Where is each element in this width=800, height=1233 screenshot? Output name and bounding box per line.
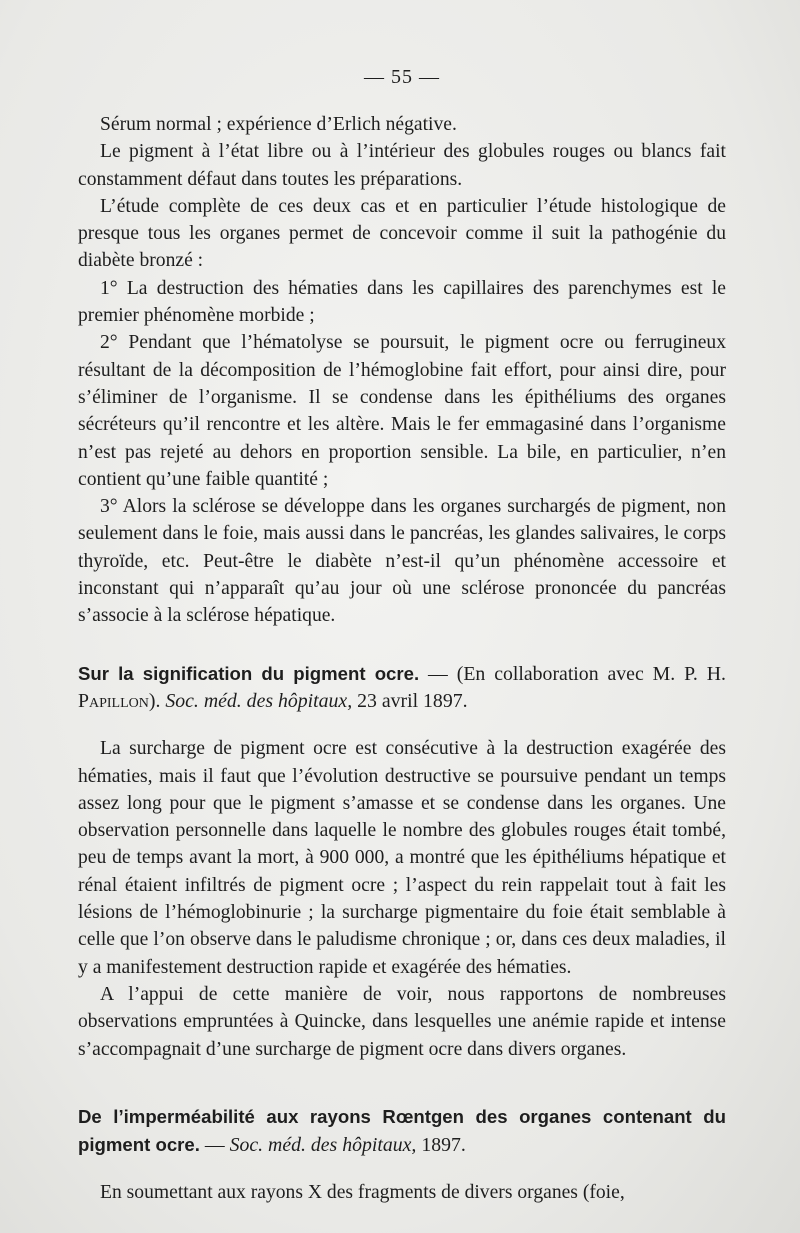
heading-dash: — (199, 1134, 230, 1157)
paragraph: Le pigment à l’état libre ou à l’intérieur des globules rouges ou blancs fait constamment défaut dans toutes les préparations. (78, 141, 726, 190)
heading-punct: ). (148, 689, 166, 712)
paragraph: 1° La destruction des hématies dans les capillaires des parenchymes est le premier phénomène morbide ; (78, 277, 726, 327)
paragraph: En soumettant aux rayons X des fragments de divers organes (foie, (100, 1182, 625, 1204)
section-heading (78, 660, 726, 716)
paragraph: A l’appui de cette manière de voir, nous rapportons de nombreuses observations empruntées à Quincke, dans lesquelles une anémie rapide et intense s’accompagnait d’une surcharge de pigment ocre dans divers organes. (78, 983, 726, 1060)
publication-date: 1897. (416, 1134, 466, 1157)
page-number: — 55 — (364, 66, 440, 88)
heading-title: Sur la signification du pigment ocre. (78, 662, 420, 684)
heading-title: De l’imperméabilité aux rayons Rœntgen des organes contenant du pigment ocre. (78, 1105, 726, 1156)
section-heading (78, 1103, 726, 1160)
paragraph: L’étude complète de ces deux cas et en particulier l’étude histologique de presque tous les organes permet de concevoir comme il suit la pathogénie du diabète bronzé : (78, 195, 726, 272)
paragraph: 2° Pendant que l’hématolyse se poursuit, le pigment ocre ou ferrugineux résultant de la décomposition de l’hémoglobine fait effort, pour ainsi dire, pour s’éliminer de l’organisme. Il se condense dans les épithéliums des organes sécréteurs qu’il rencontre et les altère. Mais le fer emmagasiné dans l’organisme n’est pas rejeté au dehors en proportion sensible. La bile, en particulier, n’en contient qu’une faible quantité ; (78, 332, 726, 490)
author-name: Papillon (78, 689, 149, 712)
paragraph: Sérum normal ; expérience d’Erlich négative. (100, 114, 457, 135)
paragraph: 3° Alors la sclérose se développe dans les organes surchargés de pigment, non seulement dans le foie, mais aussi dans le pancréas, les glandes salivaires, le corps thyroïde, etc. Peut-être le diabète n’est-il qu’un phénomène accessoire et inconstant qui n’apparaît qu’au jour où une sclérose prononcée du pancréas s’associe à la sclérose hépatique. (78, 496, 726, 627)
journal-name: Soc. méd. des hôpitaux, (165, 689, 353, 712)
publication-date: 23 avril 1897. (352, 689, 468, 712)
paragraph: La surcharge de pigment ocre est consécutive à la destruction exagérée des hématies, mais il faut que l’évolution destructive se poursuive pendant un temps assez long pour que le pigment s’amasse et se condense dans les organes. Une observation personnelle dans laquelle le nombre des globules rouges était tombé, peu de temps avant la mort, à 900 000, a montré que les épithéliums hépatique et rénal étaient infiltrés de pigment ocre ; l’aspect du rein rappelait tout à fait les lésions de l’hémoglobinurie ; la surcharge pigmentaire du foie était semblable à celle que l’on observe dans le paludisme chronique ; or, dans ces deux maladies, il y a manifestement destruction rapide et exagérée des hématies. (78, 738, 726, 978)
journal-name: Soc. méd. des hôpitaux, (229, 1134, 417, 1157)
heading-credit: — (En collaboration avec M. P. H. (419, 662, 726, 685)
